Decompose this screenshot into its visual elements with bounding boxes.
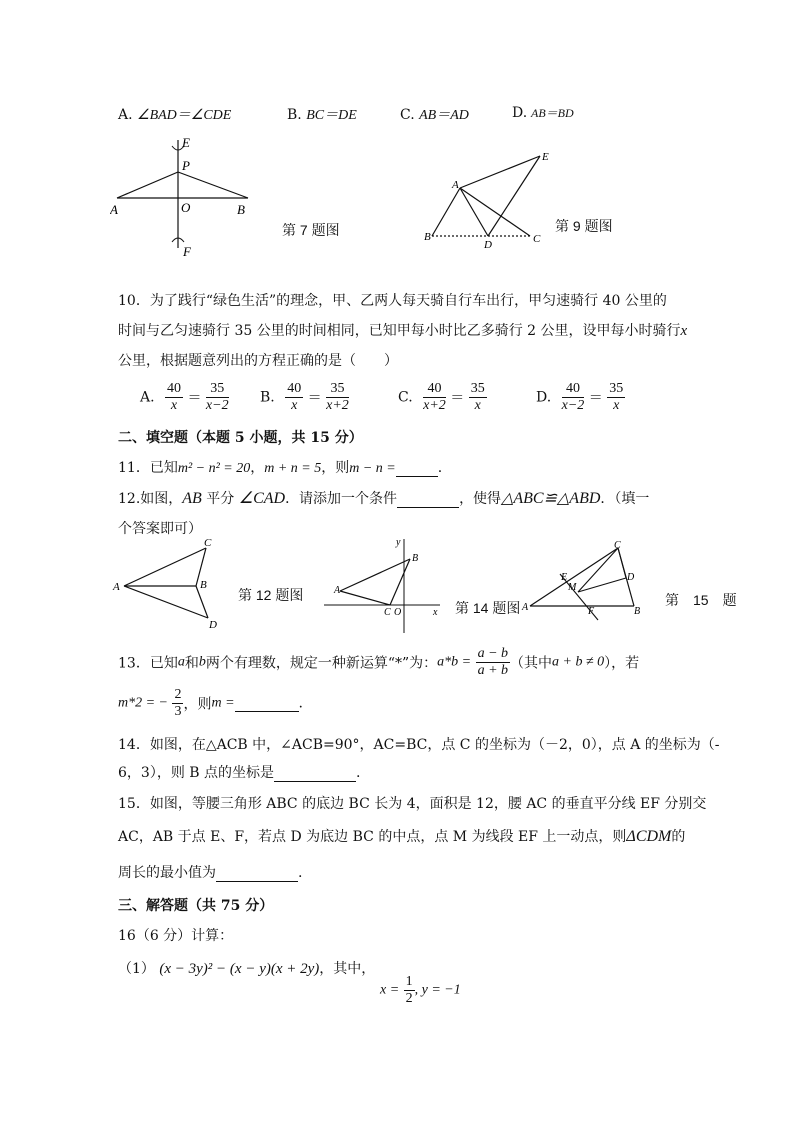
equals-sign: ＝ <box>450 390 465 407</box>
denominator: x <box>474 398 481 413</box>
option-label: A. <box>118 107 133 123</box>
denominator: x <box>613 398 620 413</box>
q10-line1: 10．为了践行“绿色生活”的理念，甲、乙两人每天骑自行车出行，甲匀速骑行 40 公里的 <box>118 293 667 309</box>
fig7-label-E: E <box>182 135 190 150</box>
q12-tail: ．（填一 <box>600 491 650 507</box>
q11-sep1: ， <box>250 460 265 476</box>
q16-heading: 16（6 分）计算： <box>118 928 234 944</box>
q13-a: a <box>177 654 185 670</box>
fig14-label-B: B <box>412 553 419 564</box>
fig9-caption: 第 9 题图 <box>555 218 613 234</box>
option-label: C. <box>400 107 415 123</box>
q13-line1 <box>118 646 639 679</box>
numerator: 35 <box>326 381 349 398</box>
section-3-heading: 三、解答题（共 75 分） <box>118 898 274 914</box>
q12-congruence: △ABC≌△ABD <box>501 490 601 507</box>
fig15-label-F: F <box>588 606 595 617</box>
fig7-label-B: B <box>237 202 245 217</box>
q15-line3 <box>118 862 302 882</box>
q16-part-label: （1） <box>118 961 155 977</box>
q12-prefix: 12.如图， <box>118 491 183 507</box>
q10-line3: 公里，根据题意列出的方程正确的是（ ） <box>118 353 398 369</box>
q15-line2-text: AC，AB 于点 E、F，若点 D 为底边 BC 的中点，点 M 为线段 EF 上一动点，则 <box>118 829 627 845</box>
q13-prefix: 13．已知 <box>118 655 178 672</box>
q11-expr2: m + n = 5 <box>264 461 322 476</box>
fig7-label-O: O <box>181 200 191 215</box>
fig12-label-D: D <box>209 619 217 631</box>
option-text: ∠BAD＝∠CDE <box>137 108 232 123</box>
q16-x-eq: x = <box>380 982 400 998</box>
numerator: 40 <box>562 381 585 398</box>
fig14-label-x: x <box>433 607 438 618</box>
numerator: 35 <box>206 381 229 398</box>
fig14-label-O: O <box>394 607 402 618</box>
option-label: C. <box>398 389 413 406</box>
q12-mid3: ，使得 <box>459 491 502 507</box>
option-c <box>400 104 469 124</box>
q12-angle: ∠CAD <box>238 490 286 507</box>
q11-answer-blank[interactable] <box>396 460 438 477</box>
q16-y-eq: , y = −1 <box>414 982 461 998</box>
q13-lhs2: m*2 = − <box>118 695 169 711</box>
fig15-caption: 第 15 题 <box>665 592 737 608</box>
fig14-label-A: A <box>334 585 341 596</box>
fig14-caption: 第 14 题图 <box>455 600 521 616</box>
fig15-label-A: A <box>522 602 529 613</box>
equals-sign: ＝ <box>307 390 322 407</box>
figure-15 <box>520 540 650 624</box>
option-label: D. <box>536 389 552 406</box>
q13-mid: 两个有理数，规定一种新运算“*”为： <box>205 655 438 672</box>
fig7-label-A: A <box>110 202 118 217</box>
q16-values <box>380 974 461 1007</box>
q10-var-x: x <box>680 323 688 339</box>
q15-line1: 15．如图，等腰三角形 ABC 的底边 BC 长为 4，面积是 12，腰 AC 的垂直平分线 EF 分别交 <box>118 796 707 812</box>
fraction <box>469 381 487 414</box>
fig9-label-D: D <box>484 239 492 251</box>
q14-line1: 14．如图，在△ACB 中，∠ACB=90°，AC=BC，点 C 的坐标为（－2，0），点 A 的坐标为（- <box>118 737 720 753</box>
numerator: 35 <box>609 381 624 396</box>
q10-line2-text: 时间与乙匀速骑行 35 公里的时间相同，已知甲每小时比乙多骑行 2 公里，设甲每小时骑行 <box>118 323 681 339</box>
fig15-label-C: C <box>614 540 621 551</box>
fraction <box>423 381 446 414</box>
q13-cond2: ），若 <box>604 655 640 672</box>
option-label: B. <box>260 389 275 406</box>
fig12-label-A: A <box>113 581 120 593</box>
fraction <box>206 381 229 414</box>
q11-suffix: . <box>437 460 443 476</box>
option-text: BC＝DE <box>306 108 357 123</box>
q15-triangle: ΔCDM <box>626 828 672 845</box>
denominator: x+2 <box>423 398 446 413</box>
denominator: 2 <box>405 991 413 1006</box>
q13-lhs: a*b = <box>437 654 472 670</box>
denominator: x <box>170 398 178 413</box>
q15-line3-text: 周长的最小值为 <box>118 865 216 881</box>
fig9-label-B: B <box>424 231 431 243</box>
figure-14 <box>320 535 446 637</box>
q12-ab: AB <box>182 490 202 507</box>
fig12-caption: 第 12 题图 <box>238 587 304 603</box>
option-a <box>118 104 231 124</box>
q10-option-a <box>140 381 229 414</box>
numerator: 40 <box>167 381 182 396</box>
fig9-label-A: A <box>452 179 459 191</box>
q12-line1 <box>118 488 649 508</box>
q11-prefix: 11．已知 <box>118 460 178 476</box>
fig14-label-C: C <box>384 607 391 618</box>
q11-expr1: m² − n² = 20 <box>177 461 251 476</box>
denominator: a + b <box>477 663 509 678</box>
denominator: x−2 <box>561 398 585 413</box>
fig7-label-P: P <box>182 158 190 173</box>
fraction <box>562 381 585 414</box>
q13-cond: （其中 <box>510 655 553 672</box>
fraction <box>285 381 303 414</box>
option-label: D. <box>512 105 528 121</box>
q16-x-fraction <box>404 974 415 1007</box>
fig15-label-B: B <box>634 606 641 617</box>
q15-suffix: . <box>298 865 303 881</box>
figure-7 <box>110 132 260 260</box>
q16-where: ，其中， <box>319 961 376 977</box>
q16-part1 <box>118 958 375 978</box>
fig12-label-C: C <box>204 537 212 549</box>
figure-9 <box>422 148 552 252</box>
fraction <box>607 381 625 414</box>
fraction <box>165 381 183 414</box>
option-text: AB＝AD <box>419 108 469 123</box>
fraction <box>326 381 349 414</box>
q11-sep2: ，则 <box>321 460 350 476</box>
equals-sign: ＝ <box>588 390 603 407</box>
q14-answer-blank[interactable] <box>274 765 356 782</box>
q13-b: b <box>198 654 206 670</box>
q13-neg-fraction <box>172 687 183 720</box>
q15-line2b: 的 <box>671 829 686 845</box>
q10-option-d <box>536 381 625 414</box>
fig15-label-D: D <box>627 572 635 583</box>
q13-line2 <box>118 687 303 720</box>
denominator: x <box>291 398 298 413</box>
numerator: 35 <box>470 381 485 396</box>
option-label: A. <box>140 389 155 406</box>
q13-then: ，则 <box>183 696 212 713</box>
equals-sign: ＝ <box>187 390 202 407</box>
fig7-caption: 第 7 题图 <box>282 222 340 238</box>
q13-m-eq: m = <box>211 695 235 711</box>
q10-option-b <box>260 381 349 414</box>
figure-12 <box>110 536 230 632</box>
q10-line2 <box>118 320 687 340</box>
q14-suffix: . <box>356 765 361 781</box>
denominator: x−2 <box>205 398 229 413</box>
q15-line2 <box>118 826 685 846</box>
fig9-label-E: E <box>542 151 549 163</box>
q14-line2-text: 6，3），则 B 点的坐标是 <box>118 765 275 781</box>
numerator: 2 <box>174 687 182 702</box>
option-b <box>287 104 357 124</box>
section-2-heading: 二、填空题（本题 5 小题，共 15 分） <box>118 430 363 446</box>
denominator: 3 <box>174 704 182 719</box>
option-text: AB＝BD <box>531 106 574 120</box>
q13-fraction <box>476 646 510 679</box>
q13-condexpr: a + b ≠ 0 <box>552 654 605 670</box>
fig9-label-C: C <box>533 233 541 245</box>
q11-expr3: m − n = <box>349 461 396 476</box>
denominator: x+2 <box>326 398 349 413</box>
q14-line2 <box>118 762 360 782</box>
numerator: 40 <box>287 381 302 396</box>
q13-and: 和 <box>184 655 199 672</box>
option-d <box>512 104 574 121</box>
q12-mid1: 平分 <box>201 491 239 507</box>
q10-option-c <box>398 381 487 414</box>
q11 <box>118 457 442 477</box>
q12-mid2: ．请添加一个条件 <box>285 491 398 507</box>
fig14-label-y: y <box>396 537 401 548</box>
q16-expression: (x − 3y)² − (x − y)(x + 2y) <box>159 961 320 977</box>
q13-answer-blank[interactable] <box>235 695 299 712</box>
q13-suffix: . <box>298 695 303 712</box>
fig15-label-E: E <box>561 572 568 583</box>
numerator: 1 <box>405 974 413 989</box>
option-label: B. <box>287 107 302 123</box>
q12-answer-blank[interactable] <box>397 491 459 508</box>
q15-answer-blank[interactable] <box>216 865 298 882</box>
fig15-label-M: M <box>568 582 577 593</box>
q12-line2: 个答案即可） <box>118 521 202 537</box>
fig12-label-B: B <box>200 579 207 591</box>
fig7-label-F: F <box>183 244 191 259</box>
numerator: a − b <box>477 646 509 661</box>
numerator: 40 <box>423 381 446 398</box>
